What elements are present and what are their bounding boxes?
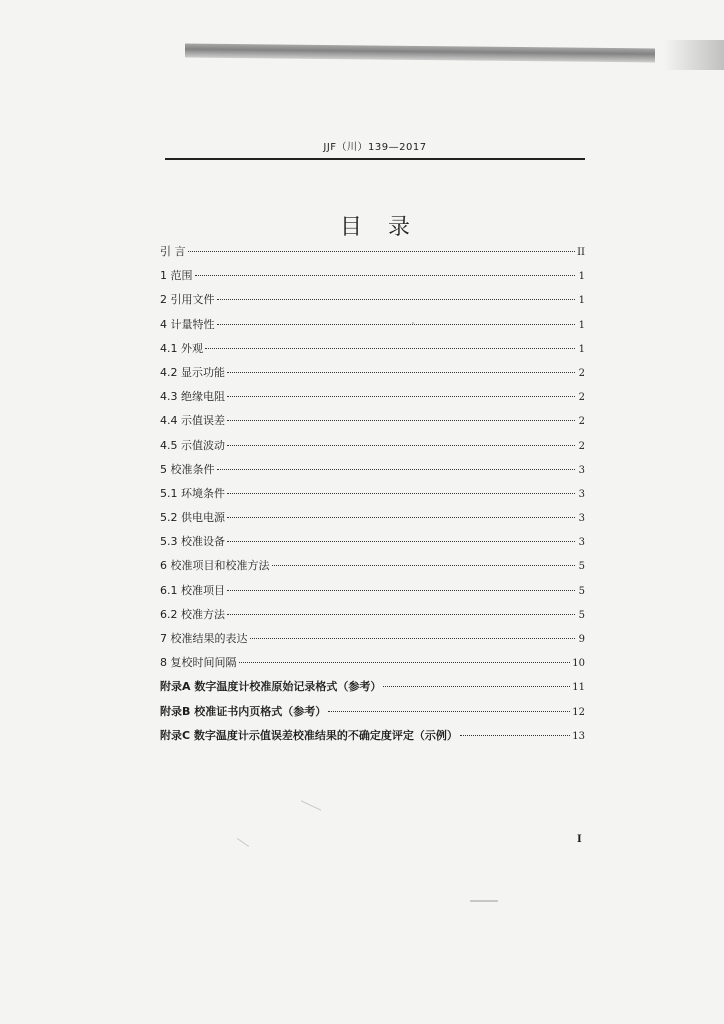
toc-leader-dots: [217, 324, 576, 325]
toc-leader-dots: [227, 420, 575, 421]
toc-leader-dots: [227, 614, 575, 615]
toc-entry-label: 引 言: [160, 245, 186, 258]
toc-entry-page: 2: [578, 392, 585, 404]
toc-leader-dots: [227, 445, 575, 446]
toc-leader-dots: [460, 735, 570, 736]
toc-leader-dots: [227, 372, 575, 373]
toc-leader-dots: [227, 493, 575, 494]
scan-edge-shadow: [185, 44, 655, 63]
toc-entry-label: 5 校准条件: [160, 462, 215, 476]
toc-entry-page: 3: [578, 488, 585, 500]
toc-entry[interactable]: [160, 412, 585, 436]
toc-entry-page: 12: [572, 706, 585, 718]
toc-entry-page: 3: [578, 537, 585, 549]
toc-leader-dots: [239, 662, 571, 663]
toc-entry-label: 4.3 绝缘电阻: [160, 390, 225, 404]
toc-entry-page: 1: [578, 271, 585, 283]
scan-speck: [470, 900, 498, 902]
toc-entry-page: 1: [578, 295, 585, 307]
page-number: I: [577, 834, 582, 845]
toc-entry-page: 10: [572, 658, 585, 670]
toc-entry[interactable]: [160, 243, 585, 267]
toc-leader-dots: [195, 275, 576, 276]
toc-entry-label: 4.2 显示功能: [160, 365, 225, 379]
toc-entry[interactable]: [160, 533, 585, 557]
toc-entry-page: 5: [578, 609, 585, 621]
toc-entry-page: 3: [578, 464, 585, 476]
toc-leader-dots: [250, 638, 576, 639]
toc-entry[interactable]: [160, 437, 585, 461]
toc-entry[interactable]: [160, 461, 585, 485]
toc-entry-label: 1 范围: [160, 269, 193, 283]
toc-leader-dots: [227, 396, 575, 397]
toc-entry[interactable]: [160, 703, 585, 727]
toc-leader-dots: [205, 348, 575, 349]
toc-entry-page: II: [577, 247, 585, 258]
toc-entry[interactable]: [160, 267, 585, 291]
toc-entry[interactable]: [160, 340, 585, 364]
toc-entry-label: 5.2 供电电源: [160, 511, 225, 525]
toc-entry-label: 2 引用文件: [160, 293, 215, 307]
toc-entry[interactable]: [160, 606, 585, 630]
toc-entry[interactable]: [160, 316, 585, 340]
toc-entry-label: 4.4 示值误差: [160, 414, 225, 428]
toc-entry-label: 附录A 数字温度计校准原始记录格式（参考）: [160, 680, 382, 694]
toc-leader-dots: [217, 299, 576, 300]
toc-entry-label: 5.1 环境条件: [160, 486, 225, 500]
toc-entry-page: 5: [578, 561, 585, 573]
toc-entry[interactable]: [160, 291, 585, 315]
scan-speck: [237, 838, 249, 847]
toc-entry[interactable]: [160, 582, 585, 606]
toc-entry-page: 5: [578, 585, 585, 597]
toc-entry-page: 2: [578, 440, 585, 452]
scan-speck: [301, 800, 321, 810]
toc-entry[interactable]: [160, 509, 585, 533]
toc-entry-label: 6 校准项目和校准方法: [160, 559, 270, 573]
toc-leader-dots: [328, 711, 570, 712]
toc-entry-label: 5.3 校准设备: [160, 535, 225, 549]
scan-speck: [412, 322, 414, 324]
toc-entry-label: 8 复校时间间隔: [160, 656, 237, 670]
toc-entry-page: 11: [572, 682, 585, 694]
toc-entry[interactable]: [160, 678, 585, 702]
scan-corner-shadow: [664, 40, 724, 70]
toc-entry-label: 7 校准结果的表达: [160, 632, 248, 645]
toc-leader-dots: [227, 590, 575, 591]
toc-entry[interactable]: [160, 485, 585, 509]
toc-leader-dots: [227, 541, 575, 542]
toc-entry-label: 附录B 校准证书内页格式（参考）: [160, 704, 327, 718]
toc-entry[interactable]: [160, 388, 585, 412]
toc-entry-label: 6.1 校准项目: [160, 583, 225, 597]
toc-entry-page: 3: [578, 513, 585, 525]
toc-entry-label: 6.2 校准方法: [160, 607, 225, 621]
document-code: JJF（川）139—2017: [323, 142, 427, 153]
toc-entry[interactable]: [160, 364, 585, 388]
toc-entry-page: 9: [578, 634, 585, 645]
toc-leader-dots: [188, 251, 576, 252]
toc-entry[interactable]: [160, 727, 585, 751]
toc-entry-label: 附录C 数字温度计示值误差校准结果的不确定度评定（示例）: [160, 728, 458, 742]
header-rule: [165, 158, 585, 160]
toc-entry[interactable]: [160, 557, 585, 581]
toc-entry-page: 13: [572, 730, 585, 742]
toc-entry[interactable]: [160, 654, 585, 678]
toc-entry-label: 4 计量特性: [160, 317, 215, 331]
toc-entry-label: 4.5 示值波动: [160, 438, 225, 452]
page-title: 目录: [339, 215, 436, 240]
toc-leader-dots: [217, 469, 576, 470]
toc-leader-dots: [272, 565, 576, 566]
table-of-contents: [160, 243, 585, 751]
toc-entry-page: 1: [578, 343, 585, 355]
toc-entry[interactable]: [160, 630, 585, 654]
toc-entry-page: 1: [578, 319, 585, 331]
toc-leader-dots: [383, 686, 570, 687]
toc-entry-label: 4.1 外观: [160, 341, 203, 355]
toc-leader-dots: [227, 517, 575, 518]
toc-entry-page: 2: [578, 416, 585, 428]
toc-entry-page: 2: [578, 367, 585, 379]
